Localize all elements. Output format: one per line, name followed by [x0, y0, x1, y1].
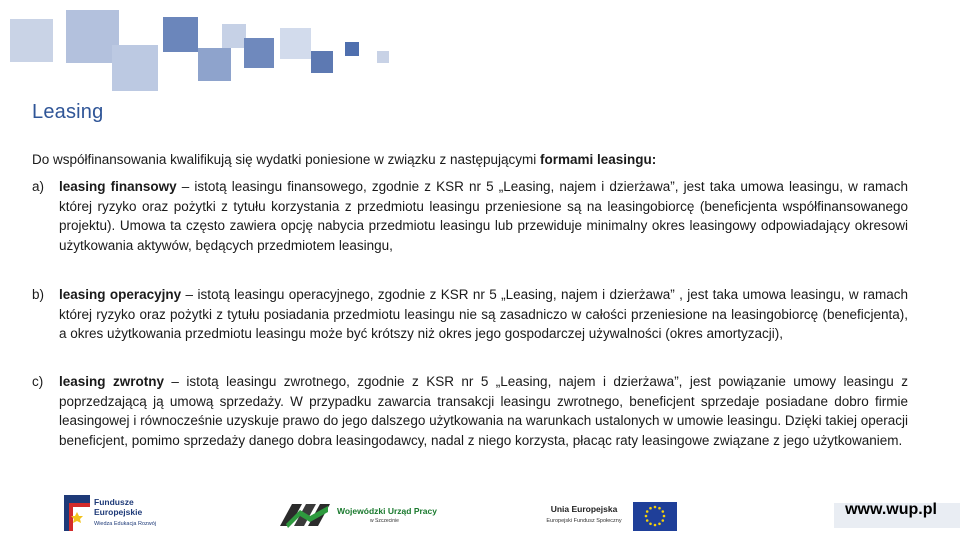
item-text: – istotą leasingu operacyjnego, zgodnie z KSR nr 5 „Leasing, najem i dzierżawa” , jest taka umowa leasingu, w ramach której ryzyko oraz pożytki z tytułu posiadania przedmiotu leasingu nie są zasadniczo w całości przeniesione na leasingobiorcę (beneficjenta), a okres użytkowania przedmiotu leasingu może być krótszy niż okres jego gospodarczej używalności (okres amortyzacji), — [59, 287, 909, 341]
ue-name: Unia Europejska — [550, 504, 618, 514]
list-item — [32, 372, 908, 450]
wup-name: Wojewódzki Urząd Pracy — [337, 506, 437, 516]
eu-flag-icon — [633, 502, 677, 531]
list-marker: b) — [32, 287, 45, 302]
intro-text: Do współfinansowania kwalifikują się wydatki poniesione w związku z następującymi — [32, 152, 540, 167]
list-item — [32, 285, 908, 344]
list-marker: c) — [32, 374, 44, 389]
item-term: leasing finansowy — [59, 179, 177, 194]
intro-paragraph — [32, 150, 912, 169]
item-text: – istotą leasingu zwrotnego, zgodnie z KSR nr 5 „Leasing, najem i dzierżawa”, jest powiązanie umowy leasingu z poprzedzającą ją umową sprzedaży. W przypadku zawarcia transakcji leasingu zwrotnego, beneficjent sprzedaje posiadane dobro firmie leasingowej i równocześnie uzyskuje prawo do jego dalszego użytkowania na warunkach ustalonych w umowie leasingu. Dzięki takiej operacji beneficjent, pomimo sprzedaży danego dobra leasingodawcy, nadal z niego korzysta, płacąc raty leasingowe związane z jego użytkowaniem. — [59, 374, 908, 448]
item-text: – istotą leasingu finansowego, zgodnie z KSR nr 5 „Leasing, najem i dzierżawa”, jest taka umowa leasingu, w ramach której ryzyko oraz pożytki z tytułu korzystania z przedmiotu leasingu przeniesione są na leasingobiorcę (beneficjenta współfinansowanego projektu). Umowa ta często zawiera opcję nabycia przedmiotu leasingu lub przewiduje minimalny okres leasingowy odpowiadający okresowi użytkowania aktywów, będących przedmiotem leasingu, — [59, 179, 909, 253]
footer-url-box — [834, 498, 960, 540]
item-term: leasing operacyjny — [59, 287, 182, 302]
intro-bold: formami leasingu: — [540, 152, 657, 167]
page-title: Leasing — [32, 101, 104, 123]
ue-sub: Europejski Fundusz Społeczny — [546, 518, 622, 524]
list-marker: a) — [32, 179, 45, 194]
fe-line1: Fundusze — [94, 497, 134, 507]
fe-star-icon — [64, 495, 92, 533]
footer-url[interactable]: www.wup.pl — [845, 501, 937, 518]
wup-emblem-icon — [280, 500, 334, 528]
fe-line2: Europejskie — [94, 507, 143, 517]
fundusze-europejskie-logo — [64, 495, 184, 533]
item-term: leasing zwrotny — [59, 374, 164, 389]
unia-europejska-logo — [538, 502, 678, 532]
wup-sub: w Szczecinie — [370, 518, 399, 524]
wup-logo — [280, 500, 437, 530]
list-item — [32, 177, 908, 255]
fe-sub: Wiedza Edukacja Rozwój — [94, 521, 157, 527]
